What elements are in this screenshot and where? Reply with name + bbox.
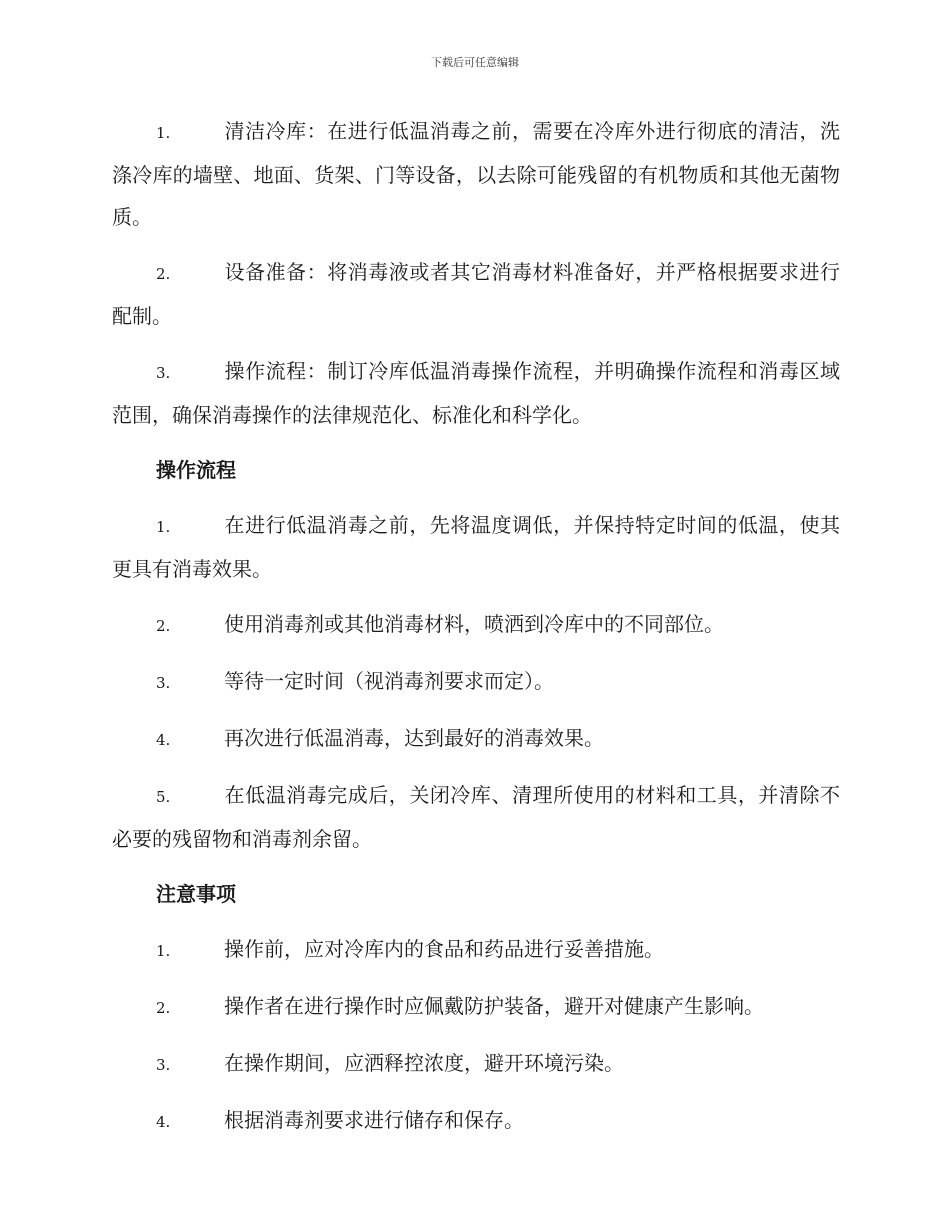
process-item: [112, 660, 840, 704]
item-number: 2.: [156, 265, 171, 283]
item-text: 再次进行低温消毒，达到最好的消毒效果。: [224, 726, 604, 750]
prep-item: [112, 350, 840, 436]
item-number: 5.: [156, 788, 171, 806]
item-text: 清洁冷库：在进行低温消毒之前，需要在冷库外进行彻底的清洁，洗涤冷库的墙壁、地面、货架、门等设备，以去除可能残留的有机物质和其他无菌物质。: [112, 119, 840, 229]
item-number: 3.: [156, 1056, 171, 1074]
item-number: 3.: [156, 674, 171, 692]
item-text: 设备准备：将消毒液或者其它消毒材料准备好，并严格根据要求进行配制。: [112, 260, 840, 328]
notes-item: [112, 1042, 840, 1086]
item-number: 1.: [156, 942, 171, 960]
notes-item: [112, 1099, 840, 1143]
item-number: 4.: [156, 1113, 171, 1131]
document-body: [112, 110, 840, 1156]
item-number: 4.: [156, 731, 171, 749]
item-text: 在低温消毒完成后，关闭冷库、清理所使用的材料和工具，并清除不必要的残留物和消毒剂余留。: [112, 783, 840, 851]
process-item: [112, 717, 840, 761]
process-item: [112, 774, 840, 860]
item-text: 在进行低温消毒之前，先将温度调低，并保持特定时间的低温，使其更具有消毒效果。: [112, 513, 840, 581]
item-number: 1.: [156, 518, 171, 536]
item-text: 操作流程：制订冷库低温消毒操作流程，并明确操作流程和消毒区域范围，确保消毒操作的法律规范化、标准化和科学化。: [112, 359, 840, 427]
item-number: 1.: [156, 124, 171, 142]
item-number: 3.: [156, 364, 171, 382]
process-item: [112, 504, 840, 590]
process-item: [112, 603, 840, 647]
notes-item: [112, 985, 840, 1029]
page-header: 下载后可任意编辑: [431, 56, 519, 69]
item-text: 根据消毒剂要求进行储存和保存。: [224, 1108, 524, 1132]
item-text: 操作者在进行操作时应佩戴防护装备，避开对健康产生影响。: [224, 994, 764, 1018]
item-text: 使用消毒剂或其他消毒材料，喷洒到冷库中的不同部位。: [224, 612, 724, 636]
item-number: 2.: [156, 617, 171, 635]
prep-item: [112, 110, 840, 238]
item-number: 2.: [156, 999, 171, 1017]
section-heading-process: 操作流程: [156, 458, 236, 482]
prep-item: [112, 251, 840, 337]
item-text: 在操作期间，应洒释控浓度，避开环境污染。: [224, 1051, 624, 1075]
section-heading-notes: 注意事项: [156, 882, 236, 906]
notes-item: [112, 928, 840, 972]
item-text: 等待一定时间（视消毒剂要求而定）。: [224, 669, 554, 693]
item-text: 操作前，应对冷库内的食品和药品进行妥善措施。: [224, 937, 664, 961]
